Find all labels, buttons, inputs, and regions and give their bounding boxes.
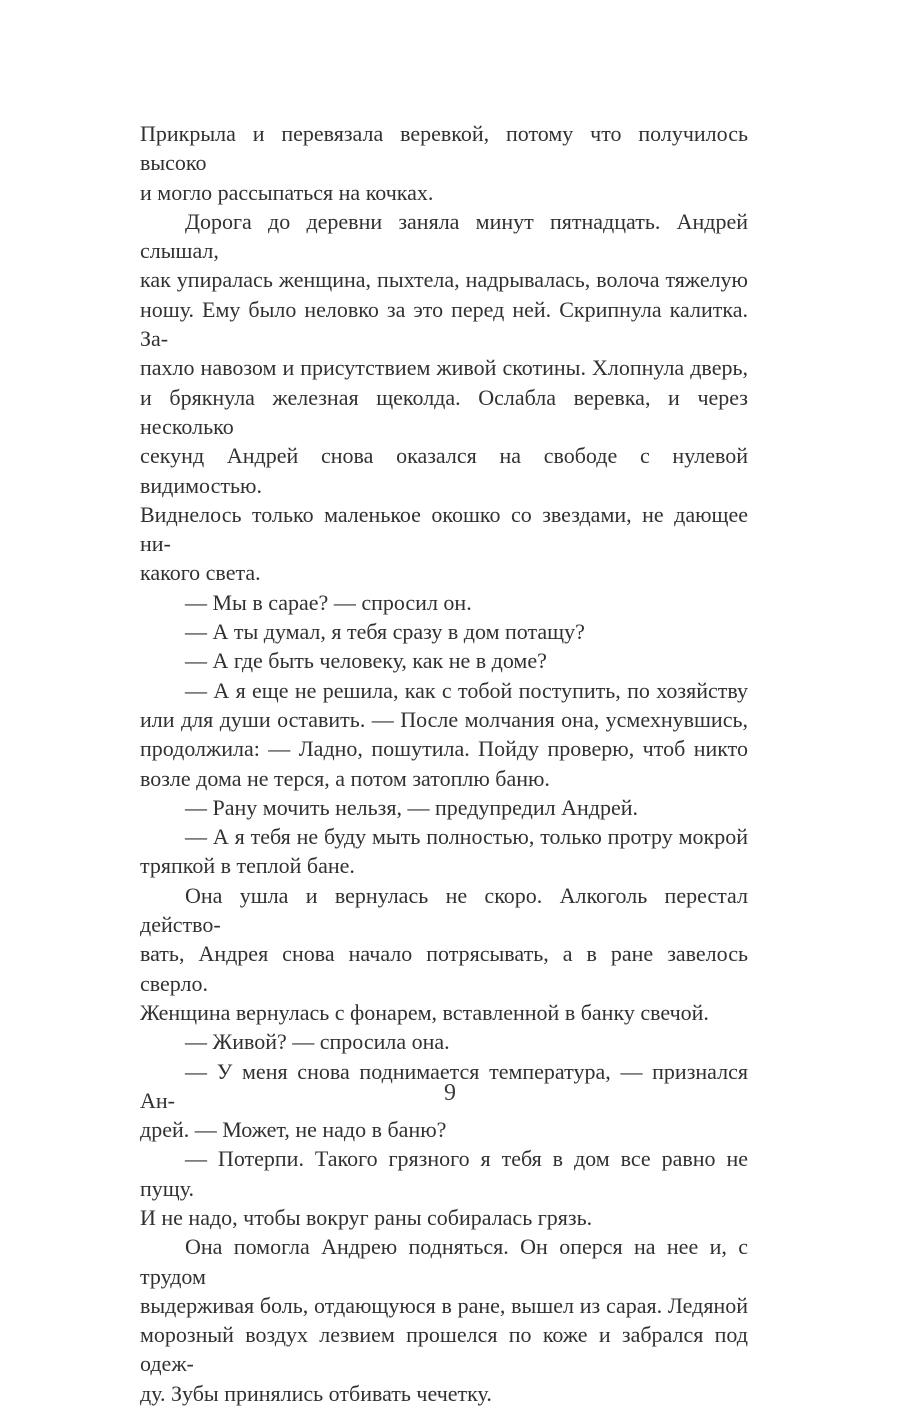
text-line: ношу. Ему было неловко за это перед ней. Скрипнула калитка. За- [140,296,748,352]
text-line: — А ты думал, я тебя сразу в дом потащу? [185,619,585,645]
text-line: — А я еще не решила, как с тобой поступить, по хозяйству [185,677,748,703]
text-line: — Рану мочить нельзя, — предупредил Андрей. [185,794,638,820]
text-line: и могло рассыпаться на кочках. [140,179,434,205]
text-line: как упиралась женщина, пыхтела, надрывалась, волоча тяжелую [140,267,748,293]
text-line: Она ушла и вернулась не скоро. Алкоголь перестал действо- [140,882,748,938]
text-line: — У меня снова поднимается температура, — признался Ан- [140,1058,748,1113]
text-line: или для души оставить. — После молчания она, усмехнувшись, [140,706,748,732]
text-line: Дорога до деревни заняла минут пятнадцать. Андрей слышал, [140,208,748,264]
text-line: — А я тебя не буду мыть полностью, только протру мокрой [185,824,748,850]
page-number: 9 [444,1080,456,1106]
text-line: ду. Зубы принялись отбивать чечетку. [140,1380,492,1406]
text-line: какого света. [140,560,261,586]
text-line: Женщина вернулась с фонарем, вставленной в банку свечой. [140,999,709,1025]
text-line: возле дома не терся, а потом затоплю баню. [140,765,550,791]
text-line: морозный воздух лезвием прошелся по коже и забрался под одеж- [140,1322,748,1377]
text-line: тряпкой в теплой бане. [140,853,355,879]
text-line: — Потерпи. Такого грязного я тебя в дом все равно не пущу. [140,1146,748,1201]
text-line: — А где быть человеку, как не в доме? [185,648,547,674]
text-line: И не надо, чтобы вокруг раны собиралась грязь. [140,1204,593,1230]
text-line: пахло навозом и присутствием живой скотины. Хлопнула дверь, [140,355,748,381]
page-text [140,119,748,1408]
text-line: Прикрыла и перевязала веревкой, потому что получилось высоко [140,121,748,176]
text-line: — Мы в сарае? — спросил он. [185,589,472,615]
text-line: вать, Андрея снова начало потрясывать, а в ране завелось сверло. [140,941,748,996]
text-line: дрей. — Может, не надо в баню? [140,1117,447,1143]
text-line: — Живой? — спросила она. [185,1029,450,1055]
text-line: Виднелось только маленькое окошко со звездами, не дающее ни- [140,501,748,557]
text-line: Она помогла Андрею подняться. Он оперся на нее и, с трудом [140,1234,748,1289]
text-line: выдерживая боль, отдающуюся в ране, вышел из сарая. Ледяной [140,1292,748,1318]
text-line: и брякнула железная щеколда. Ослабла веревка, и через несколько [140,384,748,439]
text-line: секунд Андрей снова оказался на свободе с нулевой видимостью. [140,443,748,498]
text-line: продолжила: — Ладно, пошутила. Пойду проверю, чтоб никто [140,736,748,762]
